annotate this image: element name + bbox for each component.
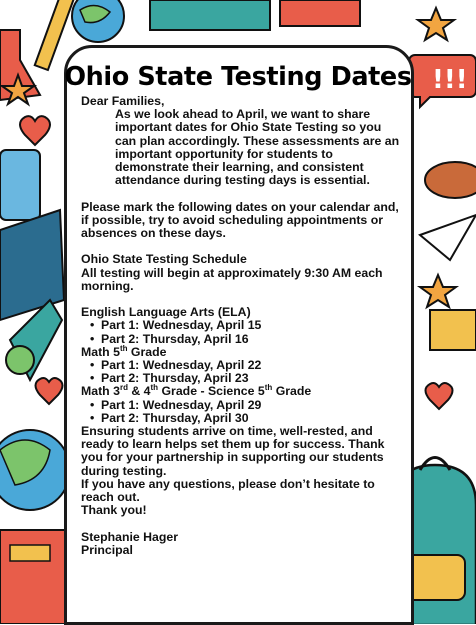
- math5-heading-suffix: Grade: [127, 344, 167, 359]
- globe-icon-2: [0, 430, 70, 510]
- intro-paragraph: As we look ahead to April, we want to share important dates for Ohio State Testing so you can plan accordingly. These assessments are an important opportunity for students to demonstrate their learning, and consistent attendance during testing days is essential.: [115, 107, 400, 188]
- list-item: • Part 2: Thursday, April 16: [101, 333, 401, 346]
- math34-heading-part: Grade: [272, 384, 312, 399]
- heart-icon-2: [36, 378, 63, 404]
- calculator-icon: [0, 150, 40, 220]
- schedule-heading: Ohio State Testing Schedule: [81, 252, 247, 267]
- spacer: [81, 517, 401, 530]
- star-icon-2: [418, 8, 454, 40]
- star-icon-3: [420, 275, 456, 307]
- list-item: • Part 1: Wednesday, April 15: [101, 319, 401, 332]
- request-paragraph: Please mark the following dates on your calendar and, if possible, try to avoid scheduling appointments or absences on these days.: [81, 199, 399, 241]
- heart-icon: [20, 116, 50, 145]
- list-item: • Part 1: Wednesday, April 29: [101, 399, 401, 412]
- math34-heading-part: Math 3: [81, 384, 120, 399]
- math34-heading-part: Grade - Science 5: [158, 384, 265, 399]
- globe-icon: [72, 0, 124, 42]
- ruler-icon: [0, 210, 64, 320]
- superscript: th: [264, 383, 273, 393]
- math34-heading: [81, 385, 401, 398]
- signature-name: Stephanie Hager: [81, 529, 179, 544]
- football-icon: [425, 162, 476, 198]
- letter-body: [81, 95, 401, 557]
- superscript: th: [150, 383, 159, 393]
- page-title: Ohio State Testing Dates: [64, 62, 412, 92]
- list-item: • Part 1: Wednesday, April 22: [101, 359, 401, 372]
- heart-icon-3: [426, 383, 453, 409]
- math34-heading-part: & 4: [127, 384, 151, 399]
- math5-heading-text: Math 5: [81, 344, 120, 359]
- superscript: th: [119, 343, 128, 353]
- svg-text:!!!: !!!: [432, 65, 468, 95]
- closing-paragraph: Ensuring students arrive on time, well-rested, and ready to learn helps set them up for success. Thank you for your partnership in supporting our students during testing.: [81, 424, 385, 478]
- book-stack-icon: [0, 530, 70, 624]
- list-item: • Part 2: Thursday, April 23: [101, 372, 401, 385]
- book-icon: [150, 0, 360, 30]
- superscript: rd: [119, 383, 128, 393]
- contact-paragraph: If you have any questions, please don’t hesitate to reach out.: [81, 476, 375, 505]
- math34-list: [81, 399, 401, 425]
- ela-heading: English Language Arts (ELA): [81, 305, 251, 320]
- math5-list: [81, 359, 401, 385]
- ela-list: [81, 319, 401, 345]
- schedule-time: All testing will begin at approximately 9:30 AM each morning.: [81, 265, 383, 293]
- list-item: • Part 2: Thursday, April 30: [101, 412, 401, 425]
- paper-plane-icon: [420, 215, 476, 260]
- spacer: [81, 187, 401, 200]
- laptop-icon: [430, 310, 476, 350]
- thanks-line: Thank you!: [81, 503, 147, 518]
- signature-title: Principal: [81, 542, 133, 557]
- greeting: Dear Families,: [81, 94, 165, 108]
